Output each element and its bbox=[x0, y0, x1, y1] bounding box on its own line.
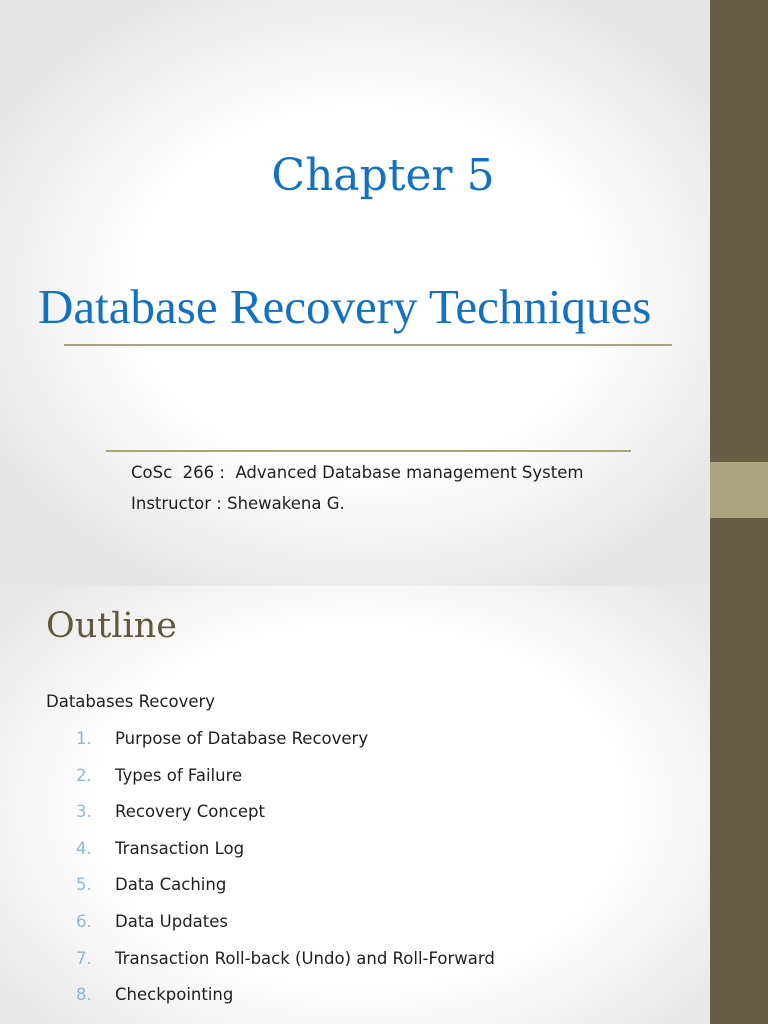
list-number: 6. bbox=[76, 911, 92, 931]
list-text: Recovery Concept bbox=[115, 802, 265, 822]
list-number: 8. bbox=[76, 985, 92, 1005]
section-label: Databases Recovery bbox=[46, 692, 216, 711]
list-number: 3. bbox=[76, 802, 92, 822]
list-text: Checkpointing bbox=[115, 985, 234, 1005]
list-item bbox=[0, 766, 700, 803]
instructor-info: Instructor : Shewakena G. bbox=[131, 494, 345, 513]
sidebar-accent bbox=[710, 462, 768, 518]
list-text: Types of Failure bbox=[115, 765, 243, 785]
list-text: Transaction Roll-back (Undo) and Roll-Forward bbox=[115, 948, 495, 968]
list-item bbox=[0, 875, 700, 912]
list-number: 2. bbox=[76, 765, 92, 785]
title-divider bbox=[64, 344, 672, 346]
list-item bbox=[0, 802, 700, 839]
list-item bbox=[0, 985, 700, 1022]
list-item bbox=[0, 839, 700, 876]
list-text: Data Updates bbox=[115, 911, 228, 931]
list-item bbox=[0, 912, 700, 949]
list-number: 4. bbox=[76, 838, 92, 858]
chapter-title: Chapter 5 bbox=[271, 150, 495, 201]
list-number: 5. bbox=[76, 875, 92, 895]
course-info: CoSc 266 : Advanced Database management System bbox=[131, 463, 584, 482]
slide-title: Database Recovery Techniques bbox=[38, 279, 652, 334]
list-text: Purpose of Database Recovery bbox=[115, 729, 369, 748]
list-item bbox=[0, 949, 700, 986]
outline-list bbox=[0, 729, 700, 1022]
list-item bbox=[0, 729, 700, 766]
outline-heading: Outline bbox=[46, 606, 177, 646]
list-number: 1. bbox=[76, 729, 92, 748]
subtitle-divider bbox=[106, 450, 631, 452]
list-text: Transaction Log bbox=[115, 838, 245, 858]
list-text: Data Caching bbox=[115, 875, 227, 895]
list-number: 7. bbox=[76, 948, 92, 968]
